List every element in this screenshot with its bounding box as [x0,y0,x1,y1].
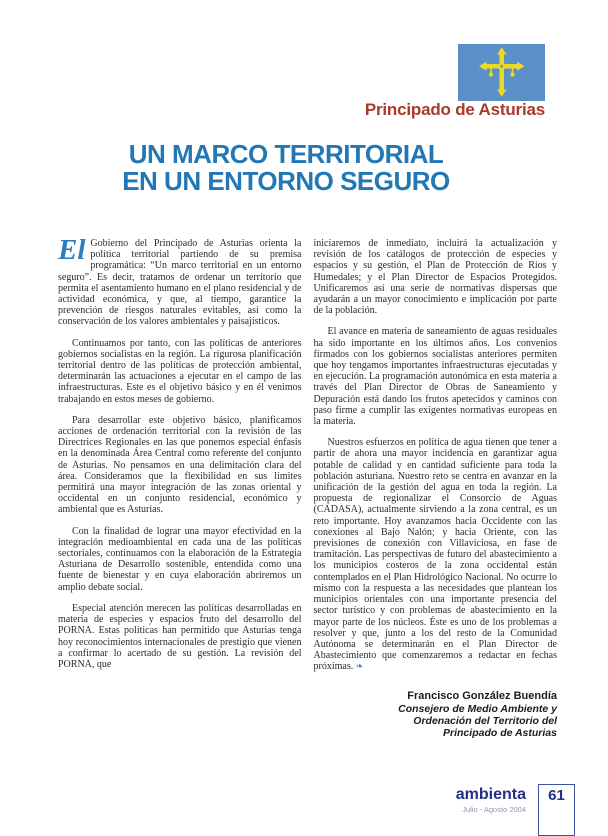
author-role-line: Consejero de Medio Ambiente y [398,702,557,715]
author-role-line: Principado de Asturias [443,726,557,739]
page-number: 61 [548,787,565,804]
paragraph: Con la finalidad de lograr una mayor efectividad en la integración medioambiental en cada una de las políticas sectoriales, continuamos con la elaboración de la Estrategia Asturiana de Desarrollo sostenible, entendida como una fuente de bienestar y en cuya elaboración abriremos un amplio debate social. [58,525,302,593]
asturias-flag-icon [458,44,545,101]
article-title-line-2: EN UN ENTORNO SEGURO [122,166,450,196]
paragraph: El avance en materia de saneamiento de aguas residuales ha sido importante en los últimos años. Los convenios firmados con los gobiernos socialistas anteriores permiten que hoy tengamos importantes infraestructuras ejecutadas y en ejecución. La programación autonómica en esta materia a través del Plan Director de Obras de Saneamiento y Depuración está dando los frutos apetecidos y caminos con paso firme a cumplir las exigentes normativas europeas en la materia. [313,326,557,428]
paragraph: Continuamos por tanto, con las políticas de anteriores gobiernos socialistas en la región. La rigurosa planificación territorial dentro de las políticas de protección ambiental, determinarán las actuaciones a ejecutar en el campo de las infraestructuras. Este es el objetivo básico y en él venimos trabajando en estos meses de gobierno. [58,337,302,405]
author-role-line: Ordenación del Territorio del [413,714,557,727]
left-column [58,234,302,739]
region-name: Principado de Asturias [364,100,545,119]
paragraph: Especial atención merecen las políticas desarrolladas en materia de especies y espacios fruto del desarrollo del PORNA. Estas políticas han permitido que Asturias tenga hoy reconocimientos internacionales de prestigio que vienen a confirmar lo acertado de su gestión. La revisión del PORNA, que [58,602,302,670]
paragraph: Para desarrollar este objetivo básico, planificamos acciones de ordenación territorial con la revisión de las Directrices Regionales en las que ponemos especial énfasis en la denominada Área Central como referente del conjunto de Asturias. No pensamos en una delimitación clara del área. Consideramos que la flexibilidad en sus límites permitirá una mayor integración de las zonas oriental y occidental en un conjunto residencial, económico y ambiental que es Asturias. [58,414,302,516]
right-column [314,238,558,739]
magazine-name: ambienta [455,786,526,803]
intro-paragraph [58,234,302,328]
author-signature [314,690,558,739]
article-title [40,141,532,195]
article-title-line-1: UN MARCO TERRITORIAL [128,139,444,169]
intro-text: Gobierno del Principado de Asturias orienta la política territorial partiendo de su premisa programática: “Un marco territorial en un entorno seguro”. Es decir, tratamos de ordenar un territorio que permita el asentamiento humano en el plano residencial y de actividad económica, y que, al tiempo, garantice la prevención de riesgos naturales evitables, así como la conservación de los valores ambientales y paisajísticos. [58,238,302,328]
dropcap: El [58,234,86,266]
article-body [58,234,557,739]
paragraph-text: Nuestros esfuerzos en política de agua tienen que tener a partir de ahora una mayor incidencia en garantizar agua potable de calidad y en cantidad suficiente para toda la población asturiana. Nuestro reto se centra en avanzar en la unificación de la gestión del agua en toda la región. La propuesta de regionalizar el Consorcio de Aguas (CADASA), actualmente sirviendo a la zona central, es un reto importante. Hoy avanzamos hacia Occidente con las conexiones al Bajo Nalón; y hacia Oriente, con las previsiones de conexión con Villaviciosa, en fase de tramitación. Las perspectivas de futuro del abastecimiento a los municipios costeros de la zona occidental están contemplados en el Plan Hidrológico Nacional. No ocurre lo mismo con la respuesta a las necesidades que plantean los municipios orientales con una importante presencia del sector turístico y con problemas de abastecimiento en la mayor parte de los núcleos. Éste es uno de los problemas a resolver y que, junto a los del resto de la Comunidad Autónoma se determinarán en el Plan Director de Abastecimiento que comenzaremos a redactar en fechas próximas. [313,437,557,673]
asturias-flag-graphic [458,44,545,101]
author-name: Francisco González Buendía [407,689,557,702]
end-of-article-leaf-icon: ❧ [355,662,364,673]
paragraph [314,437,558,673]
issue-date: Julio - Agosto 2004 [462,805,526,814]
paragraph: iniciaremos de inmediato, incluirá la actualización y revisión de los catálogos de protección de especies y espacios y su gestión, el Plan de Protección de Ríos y Humedales; y el Plan Director de Espacios Protegidos. Unificaremos así una serie de normativas dispersas que ayudarán a un mayor conocimiento e implicación por parte de la población. [313,238,557,317]
page-number-box [538,784,575,836]
